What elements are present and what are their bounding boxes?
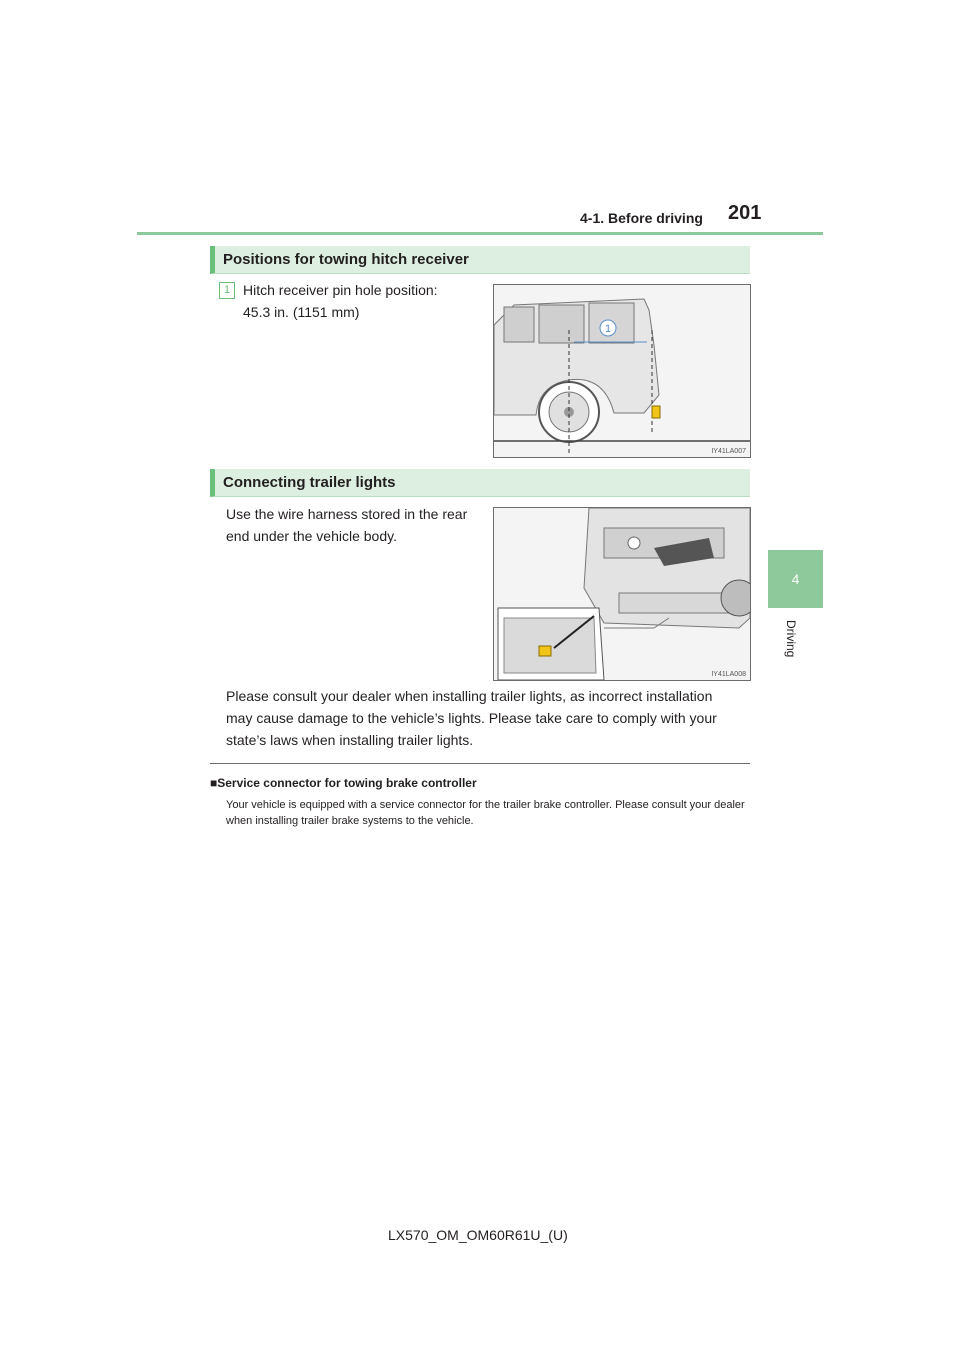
note-text: Your vehicle is equipped with a service connector for the trailer brake controller. Please consult your dealer when installing trailer brake systems to the vehicle. bbox=[226, 799, 745, 827]
section-heading-hitch: Positions for towing hitch receiver bbox=[210, 246, 750, 274]
wire-harness-text: Use the wire harness stored in the rear end under the vehicle body. bbox=[226, 506, 468, 544]
figure-code: IY41LA008 bbox=[711, 671, 746, 678]
item-number-badge: 1 bbox=[219, 282, 235, 299]
section-heading-lights: Connecting trailer lights bbox=[210, 469, 750, 497]
vehicle-rear-illustration bbox=[494, 508, 750, 680]
header-rule bbox=[137, 232, 823, 235]
square-bullet-icon: ■ bbox=[210, 776, 218, 790]
chapter-number: 4 bbox=[791, 571, 800, 587]
vehicle-side-illustration bbox=[494, 285, 750, 457]
figure-callout: 1 bbox=[605, 323, 612, 335]
note-title: ■Service connector for towing brake controller bbox=[210, 776, 477, 790]
page-number: 201 bbox=[728, 202, 762, 224]
note-divider bbox=[210, 763, 750, 764]
document-code: LX570_OM_OM60R61U_(U) bbox=[388, 1227, 568, 1243]
trailer-lights-paragraph: Please consult your dealer when installing trailer lights, as incorrect installation may cause damage to the vehicle’s lights. Please take care to comply with your state’s laws when installing trailer lights. bbox=[226, 688, 717, 748]
trailer-lights-figure bbox=[493, 507, 751, 681]
hitch-figure bbox=[493, 284, 751, 458]
running-header: 4-1. Before driving bbox=[580, 210, 703, 226]
chapter-label: Driving bbox=[784, 620, 798, 658]
hitch-position-text: Hitch receiver pin hole position: 45.3 in. (1151 mm) bbox=[243, 282, 438, 320]
figure-code: IY41LA007 bbox=[711, 448, 746, 455]
chapter-tab bbox=[768, 550, 823, 608]
